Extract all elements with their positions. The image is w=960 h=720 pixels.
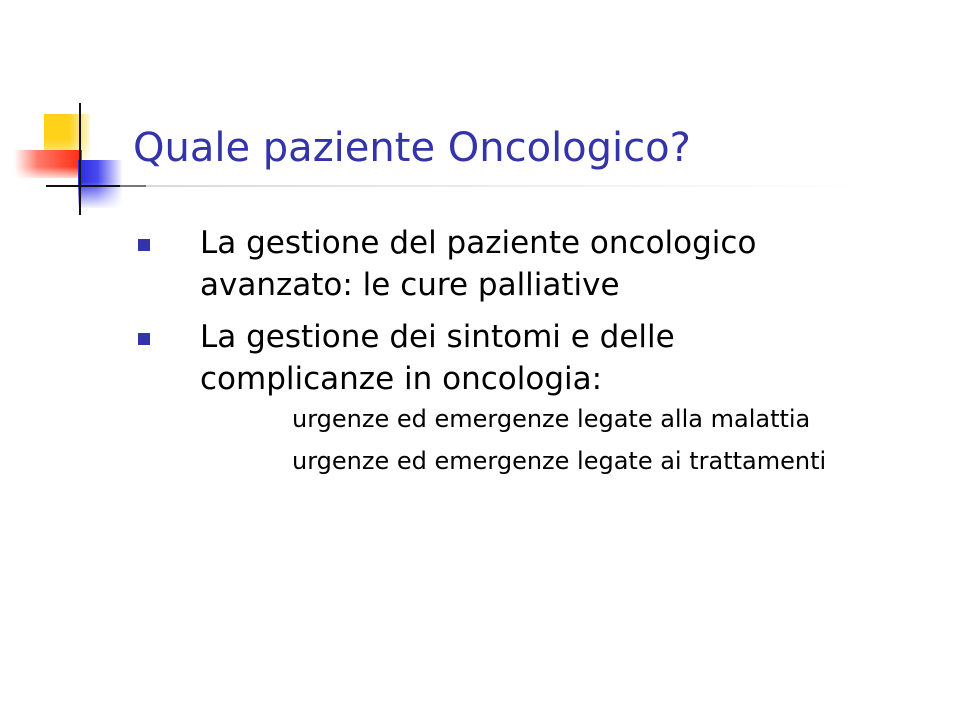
bullet-square-icon bbox=[138, 239, 150, 251]
bullet-square-icon bbox=[138, 333, 150, 345]
bullet-item bbox=[136, 316, 856, 476]
sub-item: urgenze ed emergenze legate ai trattamenti bbox=[292, 447, 827, 475]
bullet-text: La gestione dei sintomi e delle complicanze in oncologia: bbox=[200, 319, 675, 397]
decoration-vertical-line bbox=[79, 103, 81, 215]
bullet-list bbox=[136, 222, 856, 486]
bullet-text: La gestione del paziente oncologico avanzato: le cure palliative bbox=[200, 225, 757, 303]
bullet-item bbox=[136, 222, 856, 306]
decoration-blue-fade bbox=[78, 160, 122, 208]
slide-title: Quale paziente Oncologico? bbox=[133, 125, 691, 171]
sub-item: urgenze ed emergenze legate alla malattia bbox=[292, 405, 811, 433]
decoration-title-underline bbox=[120, 185, 860, 187]
corner-decoration bbox=[0, 0, 140, 230]
decoration-red-fade bbox=[14, 150, 82, 178]
